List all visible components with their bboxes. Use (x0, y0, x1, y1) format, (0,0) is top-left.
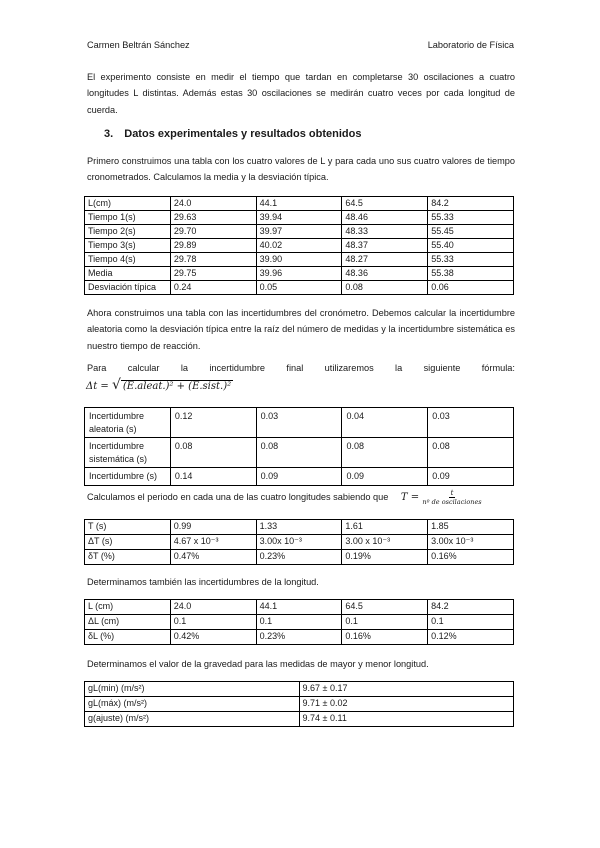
row-label-cell: δT (%) (85, 550, 171, 565)
value-cell: 0.09 (342, 468, 428, 486)
value-cell: 0.03 (256, 408, 342, 438)
gravity-paragraph: Determinamos el valor de la gravedad para las medidas de mayor y menor longitud. (87, 659, 429, 669)
value-cell: 48.37 (342, 239, 428, 253)
word: la (180, 363, 188, 373)
table-row (85, 225, 514, 239)
word: final (286, 363, 304, 373)
row-label-cell: ΔT (s) (85, 535, 171, 550)
value-cell: 0.1 (342, 615, 428, 630)
value-cell: 44.1 (256, 600, 342, 615)
value-cell: 55.38 (428, 267, 514, 281)
table-row (85, 253, 514, 267)
table-row (85, 408, 514, 438)
value-cell: 0.04 (342, 408, 428, 438)
word: la (395, 363, 403, 373)
value-cell: 0.16% (428, 550, 514, 565)
value-cell: 55.33 (428, 253, 514, 267)
period-paragraph (87, 489, 517, 506)
row-label-cell: δL (%) (85, 630, 171, 645)
word: incertidumbre (209, 363, 266, 373)
value-cell: 0.09 (256, 468, 342, 486)
row-label-cell: g(ajuste) (m/s²) (85, 712, 300, 727)
row-label-cell: L(cm) (85, 197, 171, 211)
value-cell: 0.47% (170, 550, 256, 565)
value-cell: 55.45 (428, 225, 514, 239)
value-cell: 39.96 (256, 267, 342, 281)
value-cell: 1.85 (428, 520, 514, 535)
value-cell: 40.02 (256, 239, 342, 253)
value-cell: 9.67 ± 0.17 (299, 682, 513, 697)
value-cell: 0.06 (428, 281, 514, 295)
period-denominator: nº de oscilaciones (422, 498, 482, 506)
table-row (85, 550, 514, 565)
value-cell: 3.00 x 10⁻³ (342, 535, 428, 550)
intro-paragraph: El experimento consiste en medir el tiempo que tardan en completarse 30 oscilaciones a cuatro longitudes L distintas. Además estas 30 oscilaciones se medirán cuatro veces por cada longitud de cuerda. (87, 72, 515, 115)
table-row (85, 468, 514, 486)
row-label-cell: Tiempo 1(s) (85, 211, 171, 225)
value-cell: 0.19% (342, 550, 428, 565)
gravity-table (84, 681, 514, 727)
value-cell: 0.05 (256, 281, 342, 295)
word: utilizaremos (324, 363, 374, 373)
table-row (85, 697, 514, 712)
period-table (84, 519, 514, 565)
table-row (85, 630, 514, 645)
value-cell: 0.16% (342, 630, 428, 645)
value-cell: 9.71 ± 0.02 (299, 697, 513, 712)
row-label-cell: ΔL (cm) (85, 615, 171, 630)
value-cell: 0.1 (256, 615, 342, 630)
word: fórmula: (481, 363, 515, 373)
value-cell: 0.08 (342, 281, 428, 295)
value-cell: 1.33 (256, 520, 342, 535)
table-row (85, 267, 514, 281)
value-cell: 29.78 (170, 253, 256, 267)
value-cell: 0.08 (256, 438, 342, 468)
value-cell: 0.14 (170, 468, 256, 486)
header-author: Carmen Beltrán Sánchez (87, 40, 190, 50)
row-label-cell: Tiempo 4(s) (85, 253, 171, 267)
section-title: Datos experimentales y resultados obtenidos (124, 128, 362, 140)
value-cell: 0.1 (170, 615, 256, 630)
value-cell: 9.74 ± 0.11 (299, 712, 513, 727)
value-cell: 0.42% (170, 630, 256, 645)
word: siguiente (423, 363, 461, 373)
value-cell: 0.08 (342, 438, 428, 468)
value-cell: 4.67 x 10⁻³ (170, 535, 256, 550)
table-row (85, 712, 514, 727)
value-cell: 0.99 (170, 520, 256, 535)
value-cell: 0.24 (170, 281, 256, 295)
table-row (85, 438, 514, 468)
row-label-cell: Incertidumbre aleatoria (s) (85, 408, 171, 438)
length-paragraph: Determinamos también las incertidumbres de la longitud. (87, 577, 319, 587)
value-cell: 0.12 (170, 408, 256, 438)
value-cell: 39.97 (256, 225, 342, 239)
value-cell: 29.75 (170, 267, 256, 281)
value-cell: 29.63 (170, 211, 256, 225)
table-row (85, 682, 514, 697)
uncertainty-formula: Δt = √ (E.aleat.)² + (E.sist.)² (86, 377, 232, 393)
formula-radicand: (E.aleat.)² + (E.sist.)² (122, 381, 232, 392)
header-course: Laboratorio de Física (427, 40, 514, 50)
value-cell: 0.08 (428, 438, 514, 468)
value-cell: 0.09 (428, 468, 514, 486)
value-cell: 3.00x 10⁻³ (256, 535, 342, 550)
value-cell: 48.33 (342, 225, 428, 239)
table-row (85, 239, 514, 253)
value-cell: 39.90 (256, 253, 342, 267)
table-row (85, 281, 514, 295)
row-label-cell: gL(máx) (m/s²) (85, 697, 300, 712)
word: Para (87, 363, 107, 373)
table1-intro: Primero construimos una tabla con los cuatro valores de L y para cada uno sus cuatro valores de tiempo cronometrados. Calculamos la media y la desviación típica. (87, 156, 515, 183)
period-fraction (422, 489, 481, 506)
value-cell: 0.03 (428, 408, 514, 438)
value-cell: 64.5 (342, 600, 428, 615)
value-cell: 48.36 (342, 267, 428, 281)
value-cell: 84.2 (428, 197, 514, 211)
word: calcular (127, 363, 160, 373)
value-cell: 0.08 (170, 438, 256, 468)
table-row (85, 520, 514, 535)
value-cell: 24.0 (170, 197, 256, 211)
period-text: Calculamos el periodo en cada una de las cuatro longitudes sabiendo que (87, 491, 389, 502)
row-label-cell: Media (85, 267, 171, 281)
value-cell: 44.1 (256, 197, 342, 211)
table-row (85, 535, 514, 550)
value-cell: 55.33 (428, 211, 514, 225)
value-cell: 24.0 (170, 600, 256, 615)
uncertainty-table (84, 407, 514, 486)
section-number: 3. (104, 128, 114, 140)
row-label-cell: L (cm) (85, 600, 171, 615)
row-label-cell: Tiempo 3(s) (85, 239, 171, 253)
value-cell: 55.40 (428, 239, 514, 253)
period-lhs: T = (400, 491, 423, 503)
value-cell: 0.1 (428, 615, 514, 630)
value-cell: 29.70 (170, 225, 256, 239)
value-cell: 1.61 (342, 520, 428, 535)
row-label-cell: Incertidumbre (s) (85, 468, 171, 486)
row-label-cell: gL(min) (m/s²) (85, 682, 300, 697)
value-cell: 48.46 (342, 211, 428, 225)
value-cell: 29.89 (170, 239, 256, 253)
row-label-cell: Incertidumbre sistemática (s) (85, 438, 171, 468)
length-table (84, 599, 514, 645)
table-row (85, 197, 514, 211)
row-label-cell: Tiempo 2(s) (85, 225, 171, 239)
uncertainty-paragraph: Ahora construimos una tabla con las incertidumbres del cronómetro. Debemos calcular la incertidumbre aleatoria como la desviación típica entre la raíz del número de medidas y la incertidumbre sistemática es nuestro tiempo de reacción. (87, 308, 515, 351)
row-label-cell: T (s) (85, 520, 171, 535)
value-cell: 0.23% (256, 550, 342, 565)
value-cell: 39.94 (256, 211, 342, 225)
formula-lhs: Δt = (86, 381, 112, 392)
table-row (85, 615, 514, 630)
value-cell: 48.27 (342, 253, 428, 267)
value-cell: 64.5 (342, 197, 428, 211)
period-numerator: t (450, 489, 454, 497)
value-cell: 0.23% (256, 630, 342, 645)
times-table (84, 196, 514, 295)
formula-intro (87, 363, 515, 373)
value-cell: 84.2 (428, 600, 514, 615)
table-row (85, 211, 514, 225)
row-label-cell: Desviación típica (85, 281, 171, 295)
section-heading (104, 128, 361, 140)
value-cell: 0.12% (428, 630, 514, 645)
value-cell: 3.00x 10⁻³ (428, 535, 514, 550)
table-row (85, 600, 514, 615)
